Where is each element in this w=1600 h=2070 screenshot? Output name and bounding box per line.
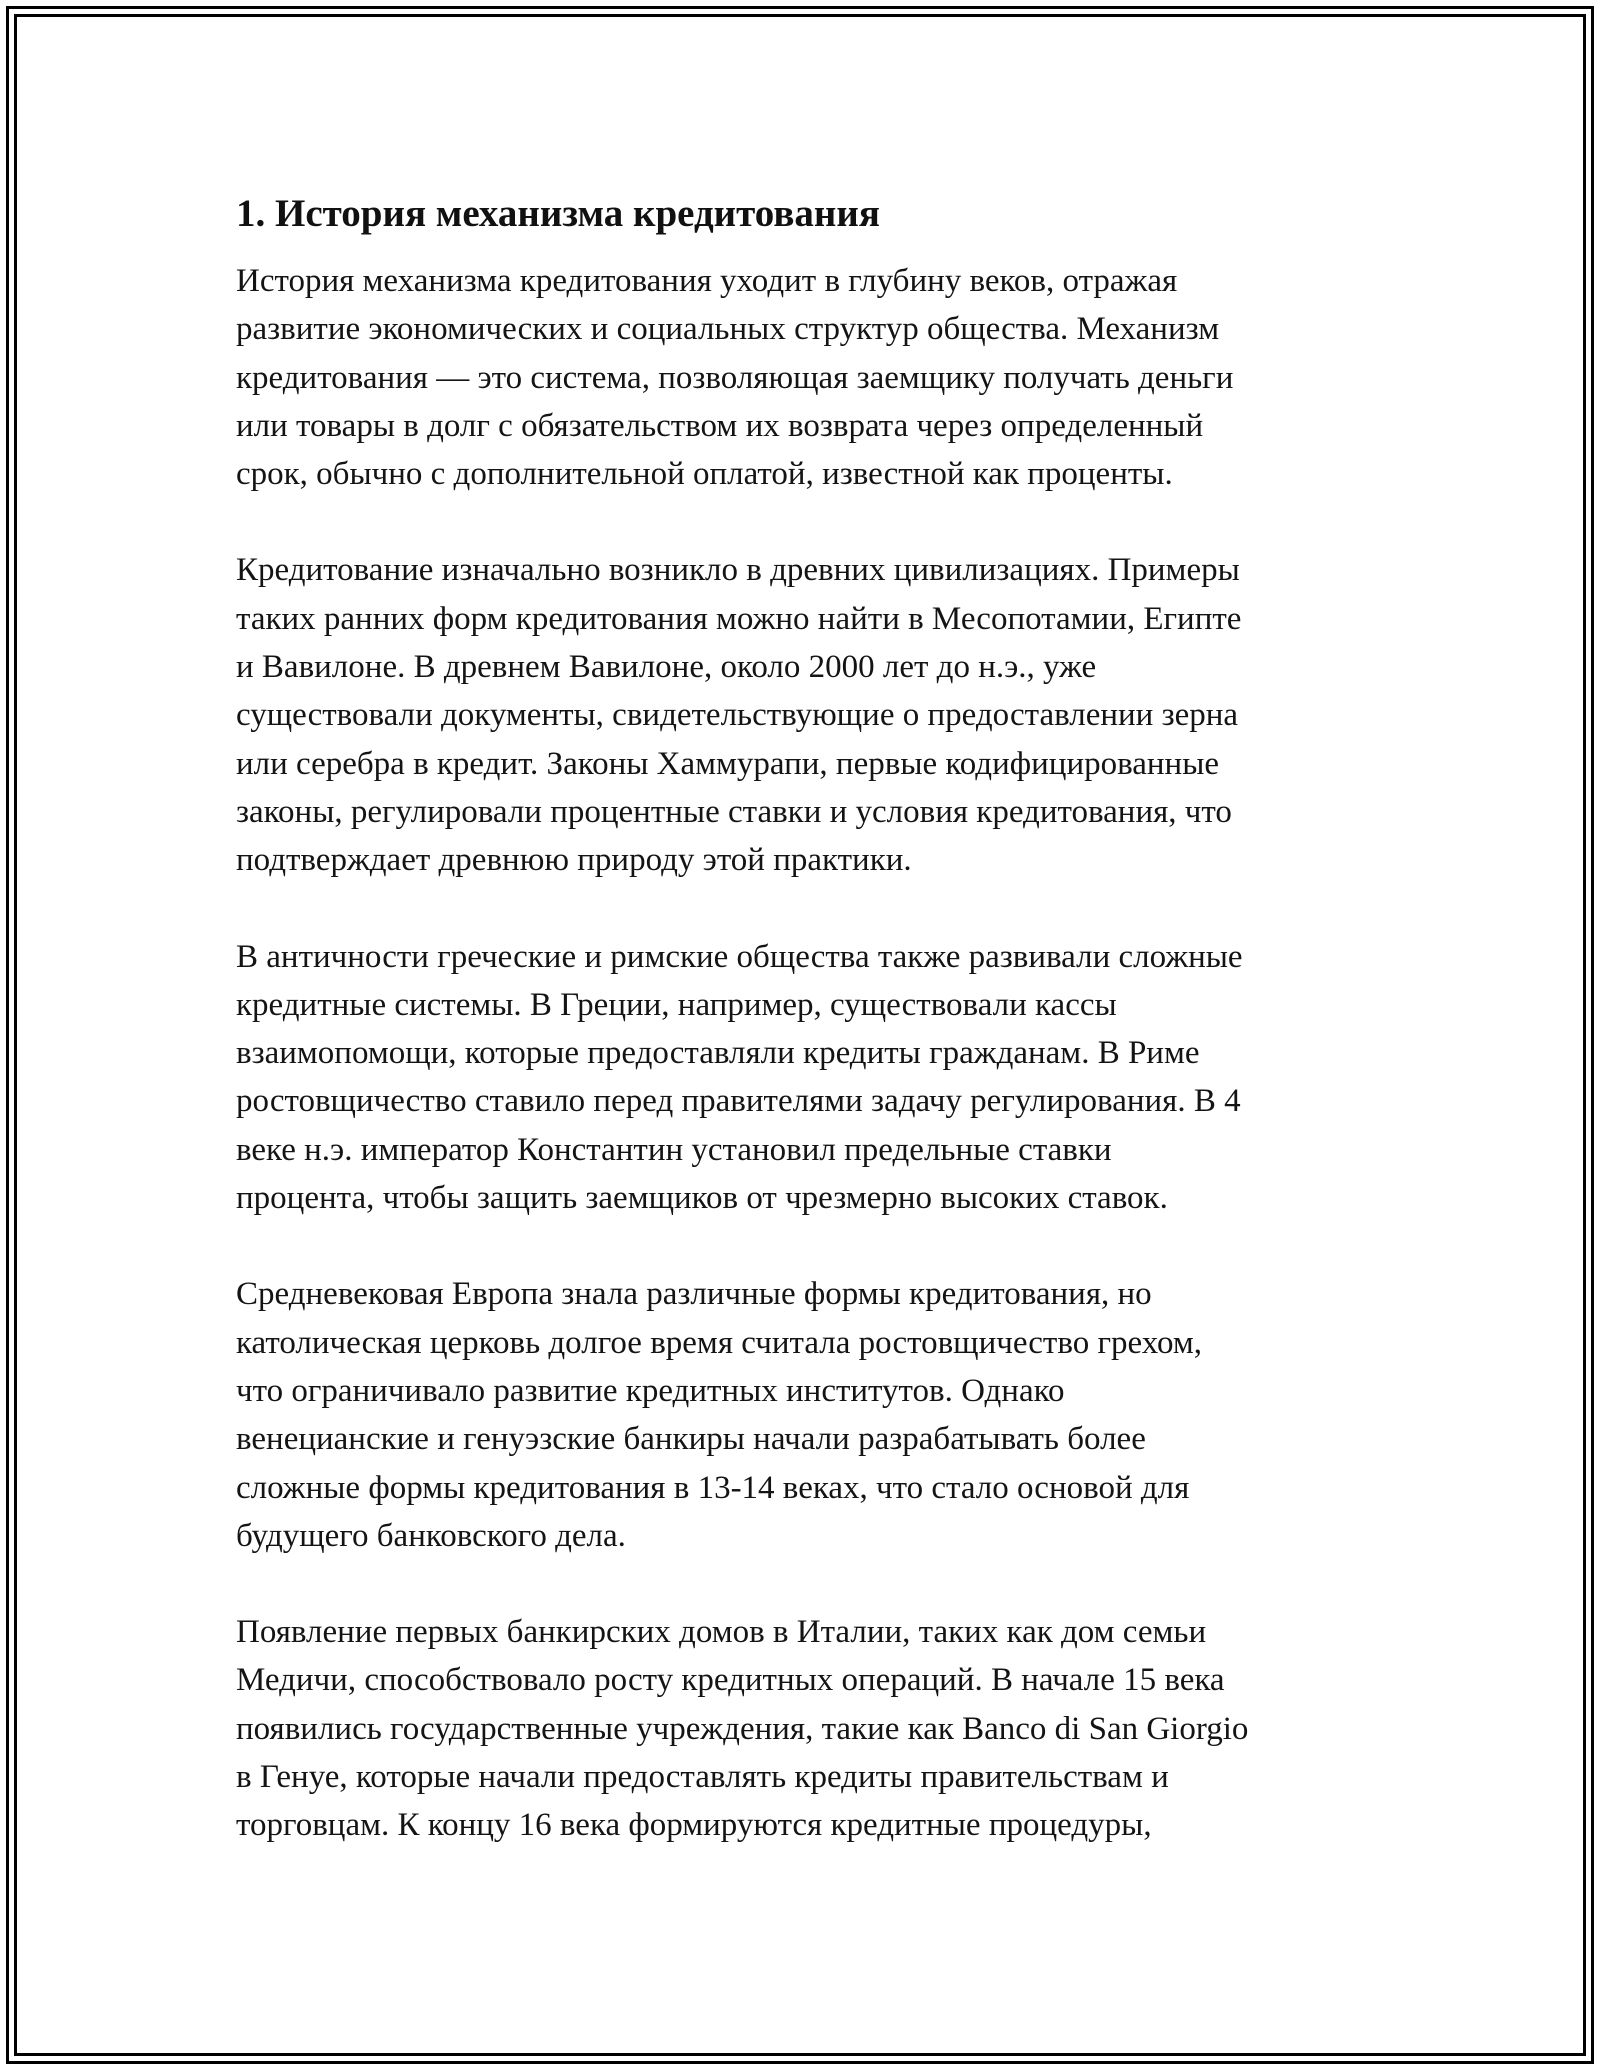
- paragraph-4: Средневековая Европа знала различные формы кредитования, но католическая церковь долгое время считала ростовщичество грехом, что ограничивало развитие кредитных институтов. Однако венецианские и генуэзские банкиры начали разрабатывать более сложные формы кредитования в 13-14 веках, что стало основой для будущего банковского дела.: [236, 1276, 1202, 1554]
- paragraph-1: История механизма кредитования уходит в глубину веков, отражая развитие экономических и социальных структур общества. Механизм кредитования — это система, позволяющая заемщику получать деньги или товары в долг с обязательством их возврата через определенный срок, обычно с дополнительной оплатой, известной как проценты.: [236, 263, 1234, 493]
- paragraph-3: В античности греческие и римские общества также развивали сложные кредитные системы. В Греции, например, существовали кассы взаимопомощи, которые предоставляли кредиты гражданам. В Риме ростовщичество ставило перед правителями задачу регулирования. В 4 веке н.э. император Константин установил предельные ставки процента, чтобы защить заемщиков от чрезмерно высоких ставок.: [236, 938, 1243, 1217]
- paragraph-2: Кредитование изначально возникло в древних цивилизациях. Примеры таких ранних форм кредитования можно найти в Месопотамии, Египте и Вавилоне. В древнем Вавилоне, около 2000 лет до н.э., уже существовали документы, свидетельствующие о предоставлении зерна или серебра в кредит. Законы Хаммурапи, первые кодифицированные законы, регулировали процентные ставки и условия кредитования, что подтверждает древнюю природу этой практики.: [236, 552, 1242, 879]
- paragraph-5: Появление первых банкирских домов в Италии, таких как дом семьи Медичи, способствовало росту кредитных операций. В начале 15 века появились государственные учреждения, такие как Banco di San Giorgio в Генуе, которые начали предоставлять кредиты правительствам и торговцам. К концу 16 века формируются кредитные процедуры,: [236, 1614, 1249, 1844]
- section-heading: 1. История механизма кредитования: [236, 192, 880, 235]
- document-body: [236, 186, 1386, 1898]
